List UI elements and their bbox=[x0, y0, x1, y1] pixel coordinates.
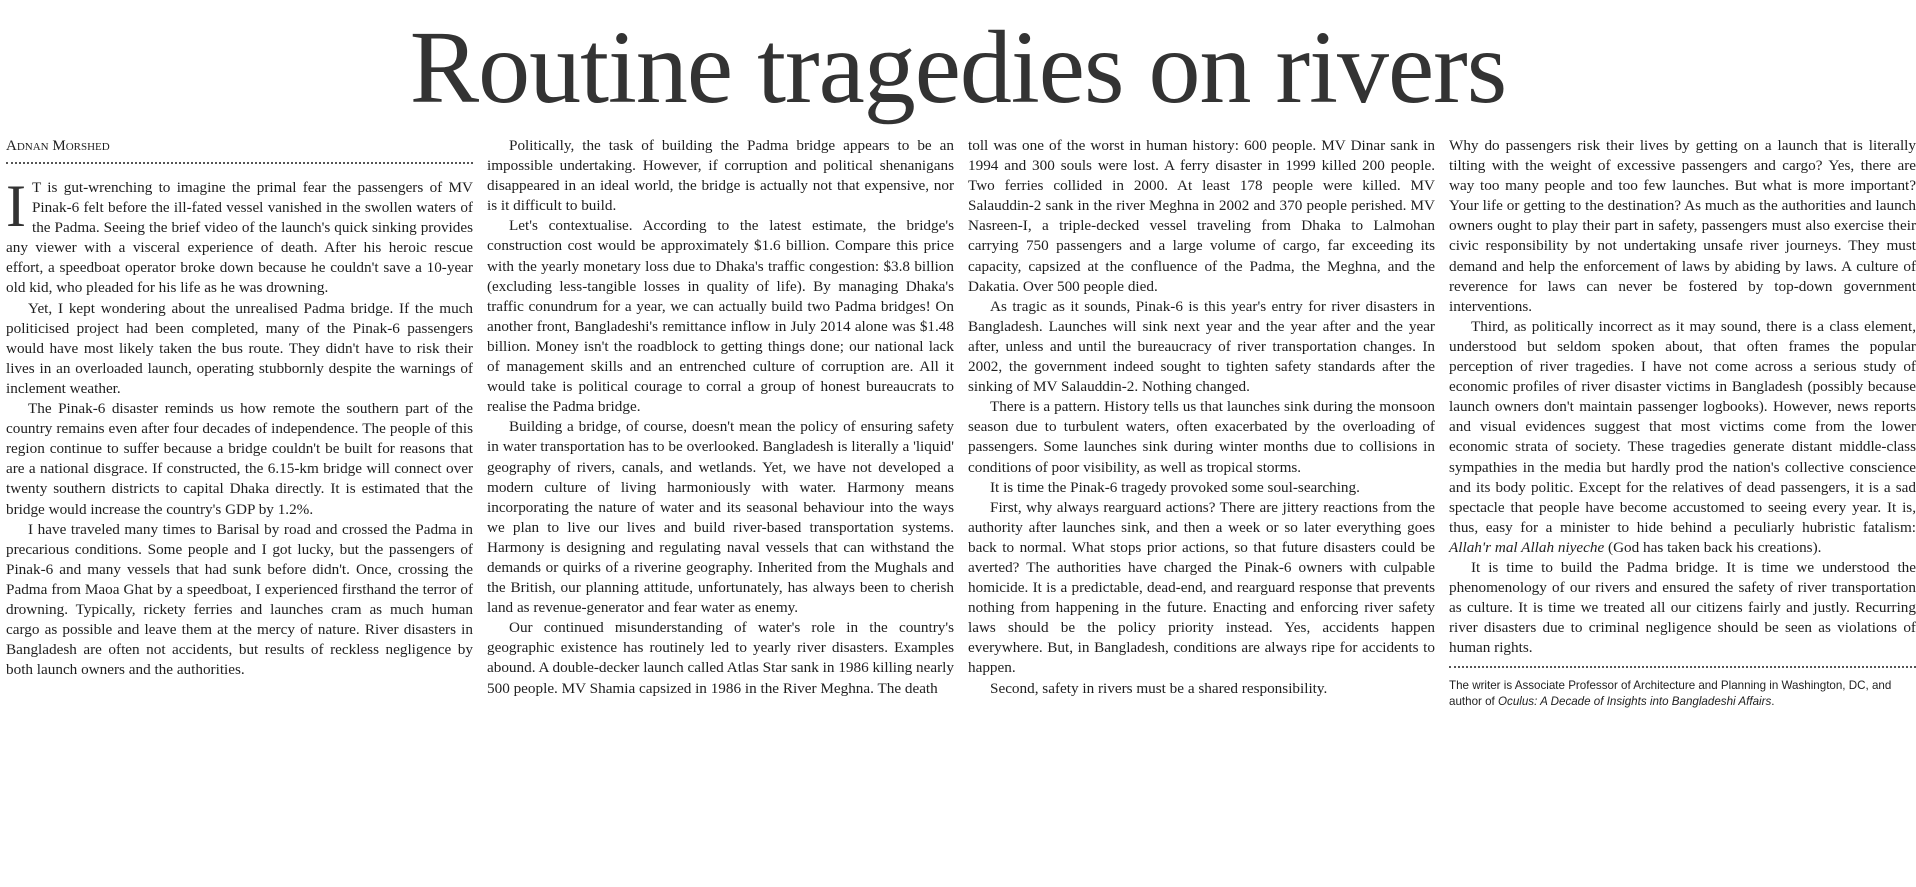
paragraph-5: Politically, the task of building the Padma bridge appears to be an impossible undertaking. However, if corruption and political shenanigans disappeared in an ideal world, the bridge is actually not that expensive, nor is it difficult to build. bbox=[487, 137, 954, 215]
paragraph-13-continued: Why do passengers risk their lives by getting on a launch that is literally tilting with the weight of excessive passengers and cargo? Yes, there are way too many people and too few launches. But what is more important? Your life or getting to the destination? As much as the authorities and launch owners ought to play their part in safety, passengers must also exercise their civic responsibility by not undertaking unsafe river journeys. They must demand and help the enforcement of laws by abiding by laws. A culture of reverence for laws can never be fostered by top-down government interventions. bbox=[1449, 137, 1916, 315]
paragraph-14-text-b: (God has taken back his creations). bbox=[1604, 538, 1822, 556]
paragraph-6: Let's contextualise. According to the latest estimate, the bridge's construction cost would be approximately $1.6 billion. Compare this price with the yearly monetary loss due to Dhaka's traffic congestion: $3.8 billion (excluding less-tangible losses in quality of life). By managing Dhaka's traffic conundrum for a year, we can actually build two Padma bridges! On another front, Bangladeshi's remittance inflow in July 2014 alone was $1.48 billion. Money isn't the roadblock to getting things done; our national lack of management skills and an entrenched culture of corruption are. All it would take is political courage to corral a group of honest bureaucrats to realise the Padma bridge. bbox=[487, 217, 954, 416]
paragraph-2: Yet, I kept wondering about the unrealised Padma bridge. If the much politicised project had been completed, many of the Pinak-6 passengers would have most likely taken the bus route. They didn't have to risk their lives in an overloaded launch, operating stubbornly despite the warnings of inclement weather. bbox=[6, 299, 473, 397]
paragraph-7: Building a bridge, of course, doesn't mean the policy of ensuring safety in water transportation has to be overlooked. Bangladesh is literally a 'liquid' geography of rivers, canals, and wetlands. Yet, we have not developed a modern culture of living harmoniously with water. Harmony means incorporating the nature of water and its seasonal behaviour into the ways we plan to live our lives and build river-based transportation systems. Harmony is designing and regulating naval vessels that can withstand the demands or quirks of a riverine geography. Inherited from the Mughals and the British, our planning attitude, unfortunately, has always been to cherish land as revenue-generator and fear water as enemy. bbox=[487, 418, 954, 617]
footnote-divider bbox=[1449, 666, 1916, 668]
column-2 bbox=[487, 136, 954, 699]
headline: Routine tragedies on rivers bbox=[409, 10, 1507, 125]
paragraph-14-italic: Allah'r mal Allah niyeche bbox=[1449, 538, 1605, 556]
footnote-text-a: The writer is Associate Professor of Architecture and Planning in Washington, DC, and author of bbox=[1449, 679, 1892, 709]
paragraph-13: Second, safety in rivers must be a shared responsibility. bbox=[990, 679, 1328, 697]
paragraph-14-text-a: Third, as politically incorrect as it may sound, there is a class element, understood but seldom spoken about, that often frames the popular perception of river tragedies. I have not come across a serious study of economic profiles of river disaster victims in Bangladesh (possibly because launch owners don't maintain passenger logbooks). However, news reports and visual evidences suggest that most victims come from the lower economic strata of society. These tragedies generate distant middle-class sympathies in the media but hardly prod the nation's collective conscience and its body politic. Except for the relatives of dead passengers, it is a sad spectacle that people have become accustomed to seeing every year. It is, thus, easy for a minister to hide behind a peculiarly hubristic fatalism: bbox=[1449, 317, 1916, 536]
paragraph-1 bbox=[6, 173, 473, 299]
column-3 bbox=[968, 136, 1435, 699]
paragraph-3: The Pinak-6 disaster reminds us how remote the southern part of the country remains even after four decades of independence. The people of this region continue to suffer because a bridge couldn't be built for reasons that are a national disgrace. If constructed, the 6.15-km bridge will connect over twenty southern districts to capital Dhaka directly. It is estimated that the bridge would increase the country's GDP by 1.2%. bbox=[6, 400, 473, 518]
column-4 bbox=[1449, 136, 1916, 710]
byline-divider bbox=[6, 162, 473, 164]
paragraph-11: It is time the Pinak-6 tragedy provoked some soul-searching. bbox=[990, 478, 1360, 496]
footnote-text-b: . bbox=[1771, 695, 1775, 709]
drop-cap: I bbox=[6, 173, 26, 239]
paragraph-15: It is time to build the Padma bridge. It is time we understood the phenomenology of our rivers and ensured the safety of river transportation as culture. It is time we treated all our citizens fairly and justly. Recurring river disasters due to criminal negligence should be seen as violations of human rights. bbox=[1449, 558, 1916, 657]
paragraph-12: First, why always rearguard actions? There are jittery reactions from the authority after launches sink, and then a week or so later everything goes back to normal. What stops prior actions, so that future disasters could be averted? The authorities have charged the Pinak-6 owners with culpable homicide. It is a predictable, dead-end, and rearguard response that prevents nothing from happening in the future. Enacting and enforcing river safety laws should be the policy priority instead. Yes, accidents happen everywhere. But, in Bangladesh, conditions are always ripe for accidents to happen. bbox=[968, 498, 1435, 677]
paragraph-4: I have traveled many times to Barisal by road and crossed the Padma in precarious conditions. Some people and I got lucky, but the passengers of Pinak-6 and many vessels that had sunk before didn't. Once, crossing the Padma from Maoa Ghat by a speedboat, I experienced firsthand the terror of drowning. Typically, rickety ferries and launches cram as much human cargo as possible and leave them at the mercy of nature. River disasters in Bangladesh are often not accidents, but results of reckless negligence by both launch owners and the authorities. bbox=[6, 520, 473, 679]
byline: Adnan Morshed bbox=[6, 138, 110, 154]
footnote-book-title: Oculus: A Decade of Insights into Bangladeshi Affairs bbox=[1498, 695, 1772, 709]
paragraph-8: Our continued misunderstanding of water's role in the country's geographic existence has routinely led to yearly river disasters. Examples abound. A double-decker launch called Atlas Star sank in 1986 killing nearly 500 people. MV Shamia capsized in 1986 in the River Meghna. The death bbox=[487, 619, 954, 697]
paragraph-1-text: T is gut-wrenching to imagine the primal fear the passengers of MV Pinak-6 felt before the ill-fated vessel vanished in the swollen waters of the Padma. Seeing the brief video of the launch's quick sinking provides any viewer with a visceral experience of death. After his heroic rescue effort, a speedboat operator broke down because he couldn't save a 10-year old kid, who pleaded for his life as he was drowning. bbox=[6, 179, 473, 297]
paragraph-8-continued: toll was one of the worst in human history: 600 people. MV Dinar sank in 1994 and 300 souls were lost. A ferry disaster in 1999 killed 200 people. Two ferries collided in 2000. At least 178 people were killed. MV Salauddin-2 sank in the river Meghna in 2002 and 370 people perished. MV Nasreen-I, a triple-decked vessel traveling from Dhaka to Lalmohan carrying 750 passengers and a large volume of cargo, far exceeding its capacity, capsized at the confluence of the Padma, the Meghna, and the Dakatia. Over 500 people died. bbox=[968, 137, 1435, 295]
column-1 bbox=[6, 136, 473, 680]
author-footnote bbox=[1449, 678, 1916, 710]
paragraph-9: As tragic as it sounds, Pinak-6 is this year's entry for river disasters in Bangladesh. Launches will sink next year and the year after and the year after, unless and until the bureaucracy of river transportation changes. In 2002, the government indeed sought to tighten safety standards after the sinking of MV Salauddin-2. Nothing changed. bbox=[968, 297, 1435, 396]
paragraph-10: There is a pattern. History tells us that launches sink during the monsoon season due to turbulent waters, often exacerbated by the overloading of passengers. Some launches sink during winter months due to collisions in conditions of poor visibility, as well as tropical storms. bbox=[968, 398, 1435, 476]
paragraph-14 bbox=[1449, 317, 1916, 558]
